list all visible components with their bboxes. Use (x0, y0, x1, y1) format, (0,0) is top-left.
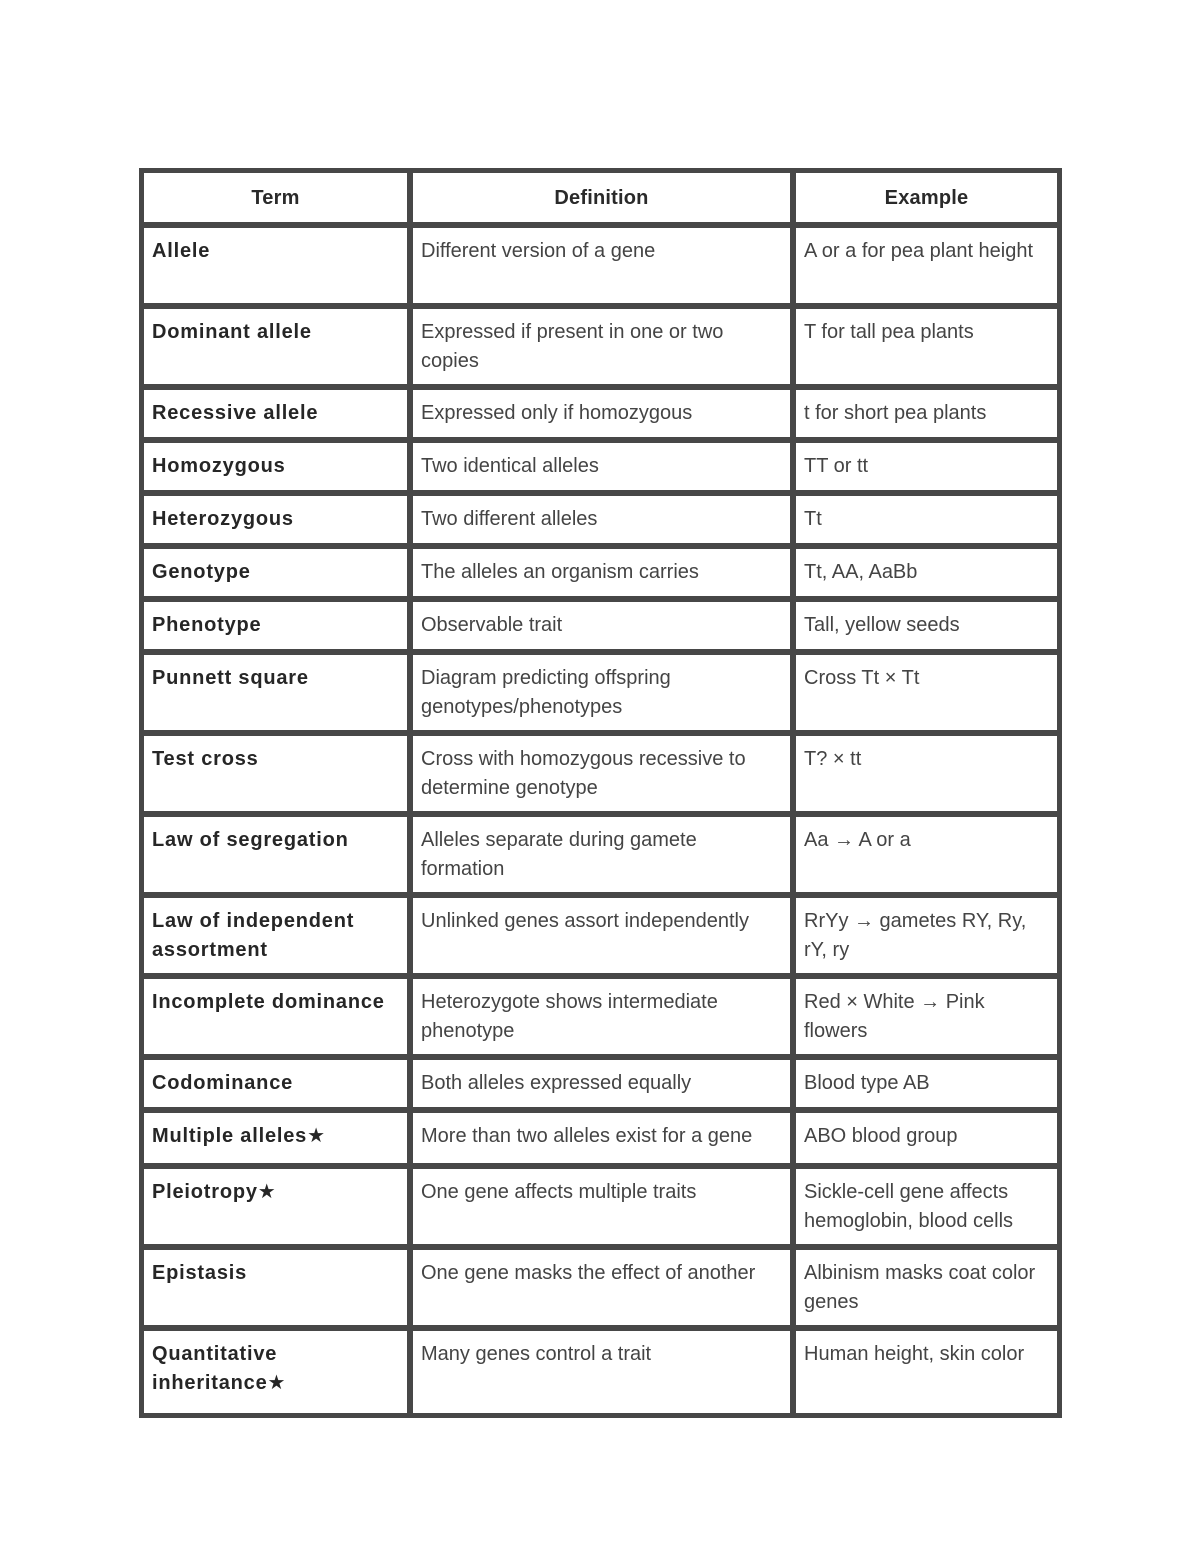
table-row (141, 895, 1060, 976)
header-example: Example (793, 170, 1060, 225)
table-row (141, 1110, 1060, 1166)
example-cell: Tall, yellow seeds (793, 599, 1060, 652)
example-cell: Red × White → Pink flowers (793, 976, 1060, 1057)
example-cell: ABO blood group (793, 1110, 1060, 1166)
table-row (141, 387, 1060, 440)
table-row (141, 814, 1060, 895)
term-cell: Epistasis (141, 1247, 410, 1328)
example-cell: RrYy → gametes RY, Ry, rY, ry (793, 895, 1060, 976)
definition-cell: Two different alleles (410, 493, 793, 546)
term-cell: Incomplete dominance (141, 976, 410, 1057)
table-row (141, 1166, 1060, 1247)
term-cell: Genotype (141, 546, 410, 599)
example-cell: TT or tt (793, 440, 1060, 493)
term-cell: Pleiotropy★ (141, 1166, 410, 1247)
definition-cell: Alleles separate during gamete formation (410, 814, 793, 895)
example-cell: Albinism masks coat color genes (793, 1247, 1060, 1328)
example-cell: Tt (793, 493, 1060, 546)
example-cell: T for tall pea plants (793, 306, 1060, 387)
term-cell: Test cross (141, 733, 410, 814)
term-cell: Codominance (141, 1057, 410, 1110)
table-row (141, 652, 1060, 733)
term-cell: Law of segregation (141, 814, 410, 895)
table-row (141, 440, 1060, 493)
definition-cell: Expressed only if homozygous (410, 387, 793, 440)
example-cell: t for short pea plants (793, 387, 1060, 440)
header-definition: Definition (410, 170, 793, 225)
term-cell: Phenotype (141, 599, 410, 652)
term-cell: Heterozygous (141, 493, 410, 546)
table-row (141, 733, 1060, 814)
definition-cell: Cross with homozygous recessive to determine genotype (410, 733, 793, 814)
table-row (141, 976, 1060, 1057)
definition-cell: Heterozygote shows intermediate phenotype (410, 976, 793, 1057)
term-cell: Allele (141, 225, 410, 306)
table-row (141, 599, 1060, 652)
example-cell: Human height, skin color (793, 1328, 1060, 1416)
definition-cell: One gene affects multiple traits (410, 1166, 793, 1247)
definition-cell: Two identical alleles (410, 440, 793, 493)
example-cell: Blood type AB (793, 1057, 1060, 1110)
example-cell: T? × tt (793, 733, 1060, 814)
term-cell: Punnett square (141, 652, 410, 733)
table-row (141, 1247, 1060, 1328)
table-row (141, 1057, 1060, 1110)
definition-cell: More than two alleles exist for a gene (410, 1110, 793, 1166)
table-row (141, 306, 1060, 387)
table-row (141, 546, 1060, 599)
definition-cell: Expressed if present in one or two copies (410, 306, 793, 387)
definition-cell: The alleles an organism carries (410, 546, 793, 599)
table-row (141, 493, 1060, 546)
header-term: Term (141, 170, 410, 225)
example-cell: Tt, AA, AaBb (793, 546, 1060, 599)
example-cell: Cross Tt × Tt (793, 652, 1060, 733)
definition-cell: Diagram predicting offspring genotypes/phenotypes (410, 652, 793, 733)
definition-cell: Unlinked genes assort independently (410, 895, 793, 976)
term-cell: Quantitative inheritance★ (141, 1328, 410, 1416)
definition-cell: Different version of a gene (410, 225, 793, 306)
term-cell: Dominant allele (141, 306, 410, 387)
table-row (141, 225, 1060, 306)
term-cell: Law of independent assortment (141, 895, 410, 976)
definition-cell: Both alleles expressed equally (410, 1057, 793, 1110)
term-cell: Recessive allele (141, 387, 410, 440)
genetics-terms-table (139, 168, 1062, 1418)
table-row (141, 1328, 1060, 1416)
table-header-row (141, 170, 1060, 225)
definition-cell: Many genes control a trait (410, 1328, 793, 1416)
example-cell: Sickle-cell gene affects hemoglobin, blood cells (793, 1166, 1060, 1247)
definition-cell: One gene masks the effect of another (410, 1247, 793, 1328)
term-cell: Multiple alleles★ (141, 1110, 410, 1166)
definition-cell: Observable trait (410, 599, 793, 652)
example-cell: Aa → A or a (793, 814, 1060, 895)
term-cell: Homozygous (141, 440, 410, 493)
example-cell: A or a for pea plant height (793, 225, 1060, 306)
